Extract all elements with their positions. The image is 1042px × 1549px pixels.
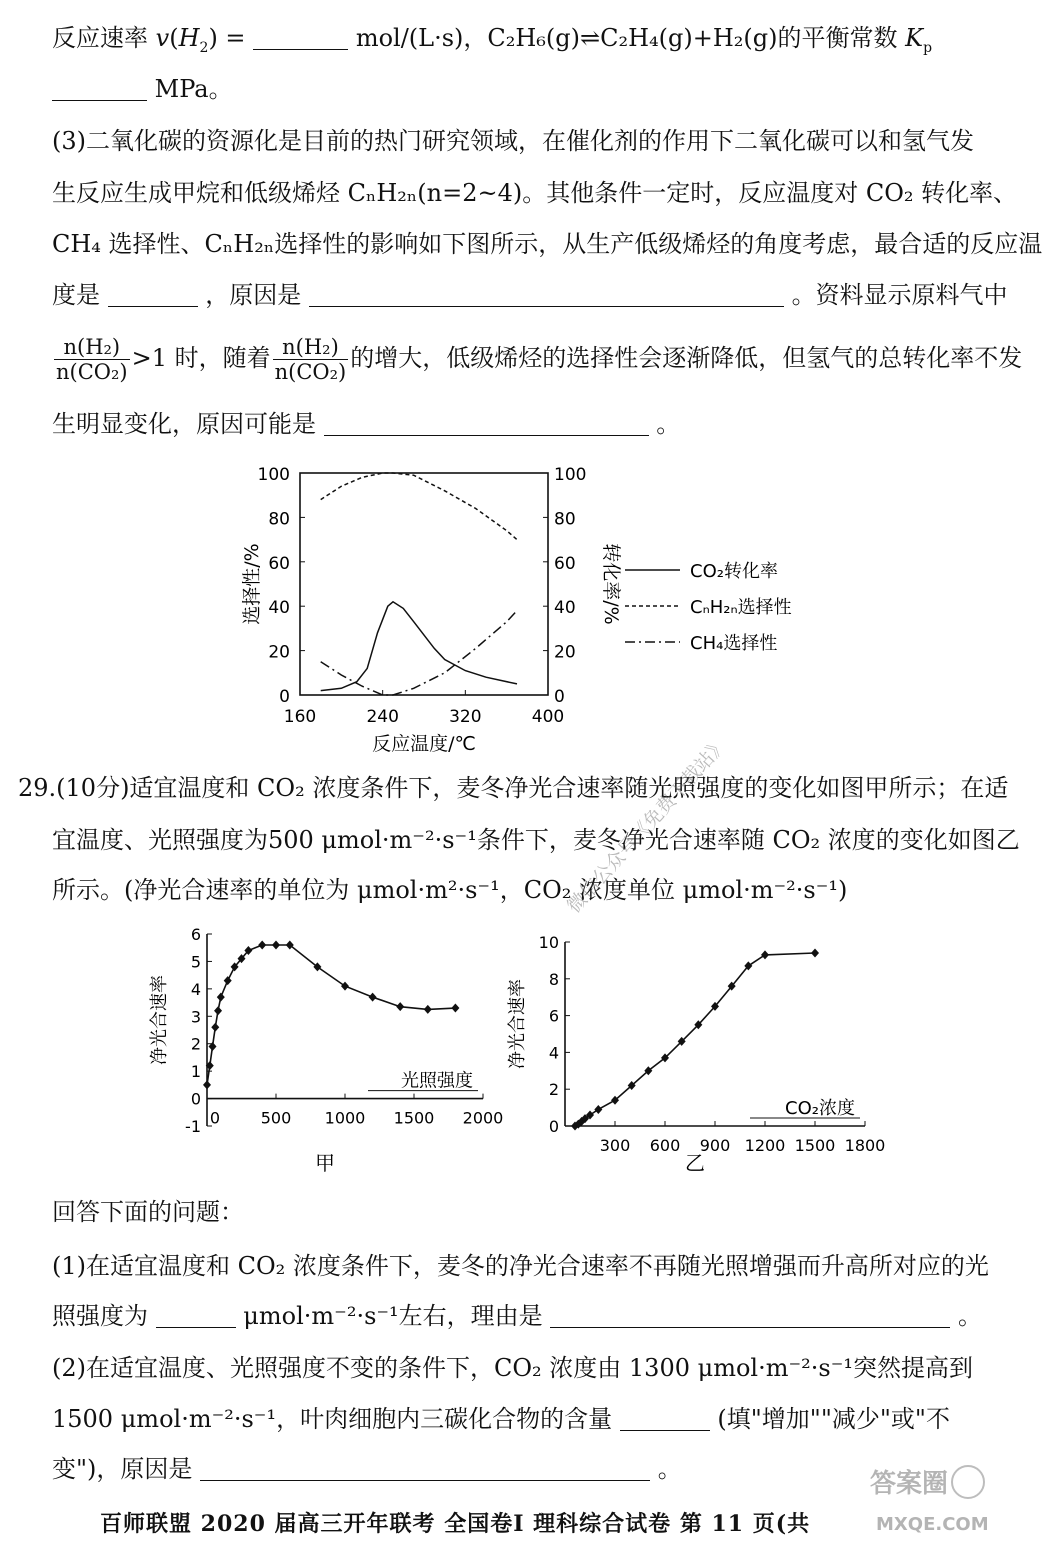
legend-label-0: CO₂转化率 — [690, 561, 778, 582]
x-tick-label: 1200 — [744, 1136, 786, 1155]
q28-line-2 — [52, 73, 988, 105]
data-point — [594, 1105, 602, 1114]
x-tick-label: 600 — [649, 1136, 681, 1155]
series-line — [207, 945, 455, 1085]
y-axis-label: 净光合速率 — [149, 975, 170, 1065]
data-point — [761, 950, 769, 959]
x-tick-label: 320 — [449, 707, 482, 727]
right-tick-label: 100 — [554, 465, 587, 485]
legend-label-1: CₙH₂ₙ选择性 — [690, 597, 792, 618]
series-line-1 — [321, 473, 517, 540]
rate-label: 反应速率 — [52, 24, 148, 52]
reason-answer-blank[interactable] — [309, 282, 784, 307]
left-tick-label: 40 — [268, 598, 290, 619]
x-tick-label: 0 — [209, 1108, 221, 1128]
chart-caption: 乙 — [685, 1151, 705, 1175]
x-axis-label: CO₂浓度 — [785, 1098, 855, 1119]
data-point — [203, 1080, 211, 1089]
legend-label-2: CH₄选择性 — [690, 633, 778, 654]
rate-symbol: v — [155, 24, 170, 52]
q29-line-3: 所示。(净光合速率的单位为 μmol·m²·s⁻¹，CO₂ 浓度单位 μmol·m⁻²·s⁻¹) — [52, 876, 848, 904]
q29-line-1: 29.(10分)适宜温度和 CO₂ 浓度条件下，麦冬净光合速率随光照强度的变化如图甲所示；在适 — [18, 774, 1009, 802]
h2-co2-ratio: $\frac{\text{n(H₂)}}{\text{n(CO₂)}}$ — [56, 335, 128, 384]
data-point — [811, 949, 819, 958]
x-tick-label: 160 — [283, 707, 317, 727]
right-axis-label: 转化率/% — [600, 543, 622, 625]
x-tick-label: 400 — [531, 707, 565, 727]
q28-part3-line-1: (3)二氧化碳的资源化是目前的热门研究领域，在催化剂的作用下二氧化碳可以和氢气发 — [52, 127, 974, 155]
part1-reason-blank[interactable] — [550, 1303, 950, 1328]
series-line-2 — [321, 611, 517, 695]
x-tick-label: 1500 — [393, 1108, 435, 1128]
y-tick-label: 3 — [190, 1007, 201, 1027]
right-tick-label: 20 — [554, 642, 576, 663]
q28-part3-line-2: 生反应生成甲烷和低级烯烃 CₙH₂ₙ(n=2~4)。其他条件一定时，反应温度对 CO₂ 转化率、 — [52, 179, 1018, 207]
watermark-text: 微信公众号《免费下载站》 — [562, 733, 732, 918]
data-point — [217, 993, 225, 1002]
left-axis-label: 选择性/% — [241, 543, 263, 625]
y-tick-label: 0 — [548, 1117, 559, 1136]
y-tick-label: 6 — [190, 925, 201, 944]
data-point — [396, 1002, 404, 1011]
c3-content-blank[interactable] — [620, 1406, 710, 1431]
right-tick-label: 40 — [554, 598, 576, 619]
light-intensity-blank[interactable] — [156, 1303, 236, 1328]
page-footer: 百师联盟 2020 届高三开年联考 全国卷Ⅰ 理科综合试卷 第 11 页(共 — [100, 1511, 811, 1537]
y-tick-label: 10 — [538, 933, 559, 952]
light-intensity-chart — [149, 920, 515, 1175]
x-tick-label: 2000 — [462, 1108, 504, 1128]
y-tick-label: 4 — [548, 1043, 559, 1063]
data-point — [369, 993, 377, 1002]
q29-part2-line-2: 1500 μmol·m⁻²·s⁻¹，叶肉细胞内三碳化合物的含量 (填"增加""减少"或"不 — [52, 1405, 950, 1433]
rate-answer-blank[interactable] — [253, 25, 348, 50]
data-point — [272, 940, 280, 949]
left-tick-label: 80 — [268, 509, 290, 530]
x-tick-label: 900 — [699, 1136, 731, 1155]
logo-top-text: 答案圈 — [870, 1469, 949, 1499]
q29-part1-line-2: 照强度为 μmol·m⁻²·s⁻¹左右，理由是 。 — [52, 1302, 982, 1330]
x-axis-label: 光照强度 — [401, 1070, 473, 1092]
left-tick-label: 100 — [257, 465, 290, 485]
plot-frame — [300, 473, 548, 695]
y-tick-label: 8 — [548, 969, 559, 989]
answer-intro: 回答下面的问题： — [52, 1198, 244, 1226]
y-tick-label: 4 — [190, 979, 201, 999]
y-tick-label: 2 — [548, 1080, 559, 1100]
right-tick-label: 80 — [554, 509, 576, 530]
q28-part3-line-6: 生明显变化，原因可能是 。 — [52, 410, 681, 438]
kp-answer-blank[interactable] — [52, 76, 147, 101]
logo-bottom-text: MXQE.COM — [876, 1514, 989, 1535]
q29-part2-line-1: (2)在适宜温度、光照强度不变的条件下，CO₂ 浓度由 1300 μmol·m⁻²·s⁻¹突然提高到 — [52, 1354, 974, 1382]
kp-unit: MPa。 — [154, 75, 233, 103]
data-point — [424, 1005, 432, 1014]
q28-part3-line-5: $\frac{\text{n(H₂)}}{\text{n(CO₂)}}$ >1 时，随着 $\frac{\text{n(H₂)}}{\text{n(CO₂)}}$ 的增大，低级烯烃的选择性会逐渐降低，但氢气的总转化率不发 — [56, 335, 1023, 384]
left-tick-label: 0 — [279, 687, 290, 707]
x-tick-label: 300 — [599, 1136, 631, 1155]
y-tick-label: 2 — [190, 1034, 201, 1054]
kp-symbol: K — [905, 24, 924, 52]
x-tick-label: 240 — [366, 707, 399, 727]
q28-line-1: 反应速率 $v(H_2) = mol/(L\cdot s)$，C₂H₆(g)⇌C₂H₄(g)+H₂(g)的平衡常数 $K_p$ — [52, 24, 933, 56]
x-tick-label: 1000 — [324, 1108, 366, 1128]
x-tick-label: 1800 — [844, 1136, 886, 1155]
data-point — [451, 1004, 459, 1013]
data-point — [214, 1006, 222, 1015]
right-tick-label: 60 — [554, 553, 576, 574]
q28-part3-line-3: CH₄ 选择性、CₙH₂ₙ选择性的影响如下图所示，从生产低级烯烃的角度考虑，最合适的反应温 — [52, 230, 1042, 258]
left-tick-label: 60 — [268, 553, 290, 574]
y-axis-label: 净光合速率 — [507, 979, 528, 1069]
x-axis-label: 反应温度/℃ — [372, 733, 476, 755]
rate-unit-and-reaction: mol/(L·s)，C₂H₆(g)⇌C₂H₄(g)+H₂(g)的平衡常数 — [355, 24, 898, 52]
q28-part3-line-4: 度是 ，原因是 。资料显示原料气中 — [52, 281, 1008, 309]
x-tick-label: 500 — [260, 1108, 292, 1128]
site-logo-watermark — [860, 1458, 990, 1538]
right-tick-label: 0 — [554, 687, 565, 707]
q29-line-2: 宜温度、光照强度为500 μmol·m⁻²·s⁻¹条件下，麦冬净光合速率随 CO₂ 浓度的变化如图乙 — [52, 826, 1020, 854]
co2-concentration-chart — [507, 920, 890, 1175]
series-line-0 — [321, 602, 517, 691]
temperature-chart — [230, 455, 800, 755]
y-tick-label: 5 — [190, 952, 201, 972]
chart-caption: 甲 — [315, 1151, 335, 1175]
series-line — [575, 953, 815, 1126]
part2-reason-blank[interactable] — [200, 1456, 650, 1481]
y-tick-label: 6 — [548, 1006, 559, 1026]
q29-part1-line-1: (1)在适宜温度和 CO₂ 浓度条件下，麦冬的净光合速率不再随光照增强而升高所对应的光 — [52, 1252, 989, 1280]
temperature-answer-blank[interactable] — [108, 282, 198, 307]
data-point — [224, 976, 232, 985]
data-point — [341, 982, 349, 991]
y-tick-label: -1 — [185, 1117, 201, 1136]
data-point — [211, 1023, 219, 1032]
h2-co2-ratio-2: $\frac{\text{n(H₂)}}{\text{n(CO₂)}}$ — [274, 335, 347, 384]
x-tick-label: 1500 — [794, 1136, 836, 1155]
data-point — [258, 940, 266, 949]
y-tick-label: 1 — [190, 1062, 201, 1082]
y-tick-label: 0 — [190, 1089, 201, 1109]
q29-part2-line-3: 变")，原因是 。 — [52, 1455, 682, 1483]
left-tick-label: 20 — [268, 642, 290, 663]
hydrogen-reason-blank[interactable] — [324, 411, 649, 436]
